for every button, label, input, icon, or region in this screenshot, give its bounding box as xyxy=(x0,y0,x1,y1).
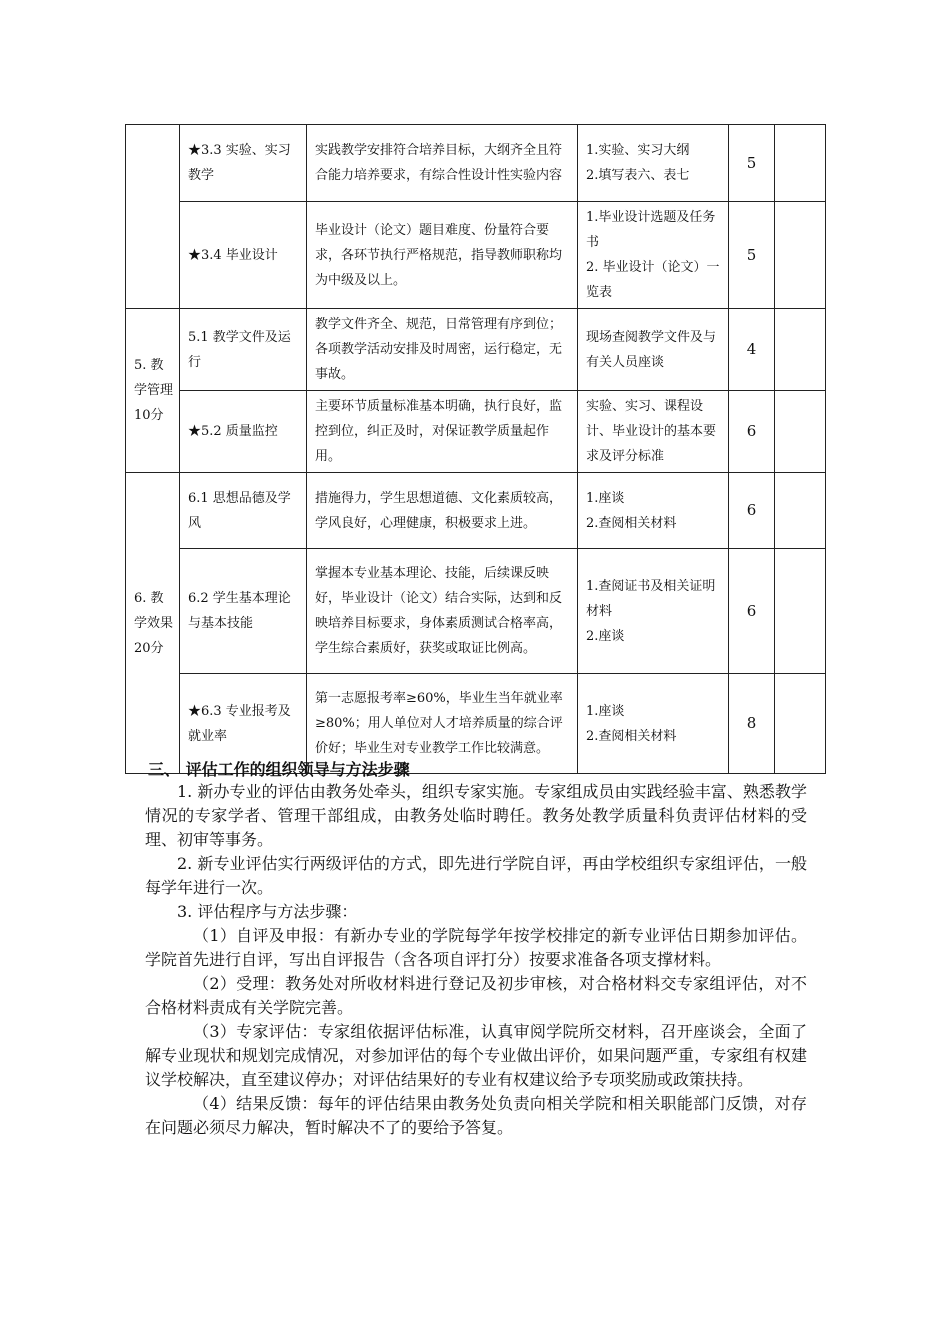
section-heading: 三、 评估工作的组织领导与方法步骤 xyxy=(148,760,410,779)
paragraph: 2. 新专业评估实行两级评估的方式，即先进行学院自评，再由学校组织专家组评估，一般每学年进行一次。 xyxy=(145,854,807,897)
evidence-cell: 实验、实习、课程设计、毕业设计的基本要求及评分标准 xyxy=(578,391,729,473)
table-row xyxy=(126,549,826,674)
step-paragraph: （2）受理：教务处对所收材料进行登记及初步审核，对合格材料交专家组评估，对不合格材料责成有关学院完善。 xyxy=(145,974,807,1017)
evaluation-table xyxy=(125,124,826,774)
score-cell: 5 xyxy=(729,202,775,309)
blank-cell xyxy=(775,125,826,202)
evidence-cell xyxy=(578,674,729,774)
standard-cell: 毕业设计（论文）题目难度、份量符合要求，各环节执行严格规范，指导教师职称均为中级及以上。 xyxy=(307,202,578,309)
evidence-text: 1.查阅证书及相关证明材料 2.座谈 xyxy=(586,578,716,644)
evidence-text: 1.毕业设计选题及任务书 2. 毕业设计（论文）一览表 xyxy=(586,210,720,300)
standard-cell: 措施得力，学生思想道德、文化素质较高，学风良好，心理健康，积极要求上进。 xyxy=(307,473,578,549)
item-cell: 5.1 教学文件及运行 xyxy=(180,309,307,391)
item-cell: 6.2 学生基本理论与基本技能 xyxy=(180,549,307,674)
standard-cell: 实践教学安排符合培养目标，大纲齐全且符合能力培养要求，有综合性设计性实验内容 xyxy=(307,125,578,202)
paragraph: 3. 评估程序与方法步骤： xyxy=(177,902,358,921)
evidence-text: 1.座谈 2.查阅相关材料 xyxy=(586,490,677,531)
evidence-text: 1.座谈 2.查阅相关材料 xyxy=(586,703,677,744)
evidence-cell: 现场查阅教学文件及与有关人员座谈 xyxy=(578,309,729,391)
table-row xyxy=(126,473,826,549)
standard-cell: 主要环节质量标准基本明确，执行良好，监控到位，纠正及时，对保证教学质量起作用。 xyxy=(307,391,578,473)
blank-cell xyxy=(775,674,826,774)
standard-cell: 教学文件齐全、规范，日常管理有序到位；各项教学活动安排及时周密，运行稳定，无事故。 xyxy=(307,309,578,391)
evidence-cell xyxy=(578,202,729,309)
step-paragraph: （1）自评及申报：有新办专业的学院每学年按学校排定的新专业评估日期参加评估。学院首先进行自评，写出自评报告（含各项自评打分）按要求准备各项支撑材料。 xyxy=(145,926,807,969)
category-text: 6. 教学效果 20分 xyxy=(134,590,174,656)
category-cell xyxy=(126,309,180,473)
item-cell: ★3.4 毕业设计 xyxy=(180,202,307,309)
category-text: 5. 教学管理 10分 xyxy=(134,358,174,423)
section-body xyxy=(145,780,807,1140)
evidence-cell xyxy=(578,473,729,549)
score-cell: 8 xyxy=(729,674,775,774)
blank-cell xyxy=(775,549,826,674)
step-paragraph: （4）结果反馈：每年的评估结果由教务处负责向相关学院和相关职能部门反馈，对存在问题必须尽力解决，暂时解决不了的要给予答复。 xyxy=(145,1094,807,1137)
blank-cell xyxy=(775,309,826,391)
evidence-text: 1.实验、实习大纲 2.填写表六、表七 xyxy=(586,143,690,183)
score-cell: 4 xyxy=(729,309,775,391)
item-cell: ★5.2 质量监控 xyxy=(180,391,307,473)
category-cell xyxy=(126,473,180,774)
category-cell xyxy=(126,125,180,309)
item-cell: ★3.3 实验、实习教学 xyxy=(180,125,307,202)
table-row xyxy=(126,202,826,309)
score-cell: 6 xyxy=(729,391,775,473)
evidence-cell xyxy=(578,549,729,674)
blank-cell xyxy=(775,391,826,473)
standard-cell: 第一志愿报考率≥60%，毕业生当年就业率≥80%；用人单位对人才培养质量的综合评价好；毕业生对专业教学工作比较满意。 xyxy=(307,674,578,774)
table-row xyxy=(126,391,826,473)
standard-cell: 掌握本专业基本理论、技能，后续课反映好，毕业设计（论文）结合实际，达到和反映培养目标要求，身体素质测试合格率高，学生综合素质好，获奖或取证比例高。 xyxy=(307,549,578,674)
step-paragraph: （3）专家评估：专家组依据评估标准，认真审阅学院所交材料，召开座谈会，全面了解专业现状和规划完成情况，对参加评估的每个专业做出评价，如果问题严重，专家组有权建议学校解决，直至建议停办；对评估结果好的专业有权建议给予专项奖励或政策扶持。 xyxy=(145,1022,807,1089)
score-cell: 6 xyxy=(729,473,775,549)
paragraph: 1. 新办专业的评估由教务处牵头，组织专家实施。专家组成员由实践经验丰富、熟悉教学情况的专家学者、管理干部组成，由教务处临时聘任。教务处教学质量科负责评估材料的受理、初审等事务。 xyxy=(145,782,807,849)
item-cell: ★6.3 专业报考及就业率 xyxy=(180,674,307,774)
score-cell: 6 xyxy=(729,549,775,674)
blank-cell xyxy=(775,473,826,549)
blank-cell xyxy=(775,202,826,309)
item-cell: 6.1 思想品德及学风 xyxy=(180,473,307,549)
score-cell: 5 xyxy=(729,125,775,202)
table-row xyxy=(126,125,826,202)
table-row xyxy=(126,309,826,391)
evidence-cell xyxy=(578,125,729,202)
